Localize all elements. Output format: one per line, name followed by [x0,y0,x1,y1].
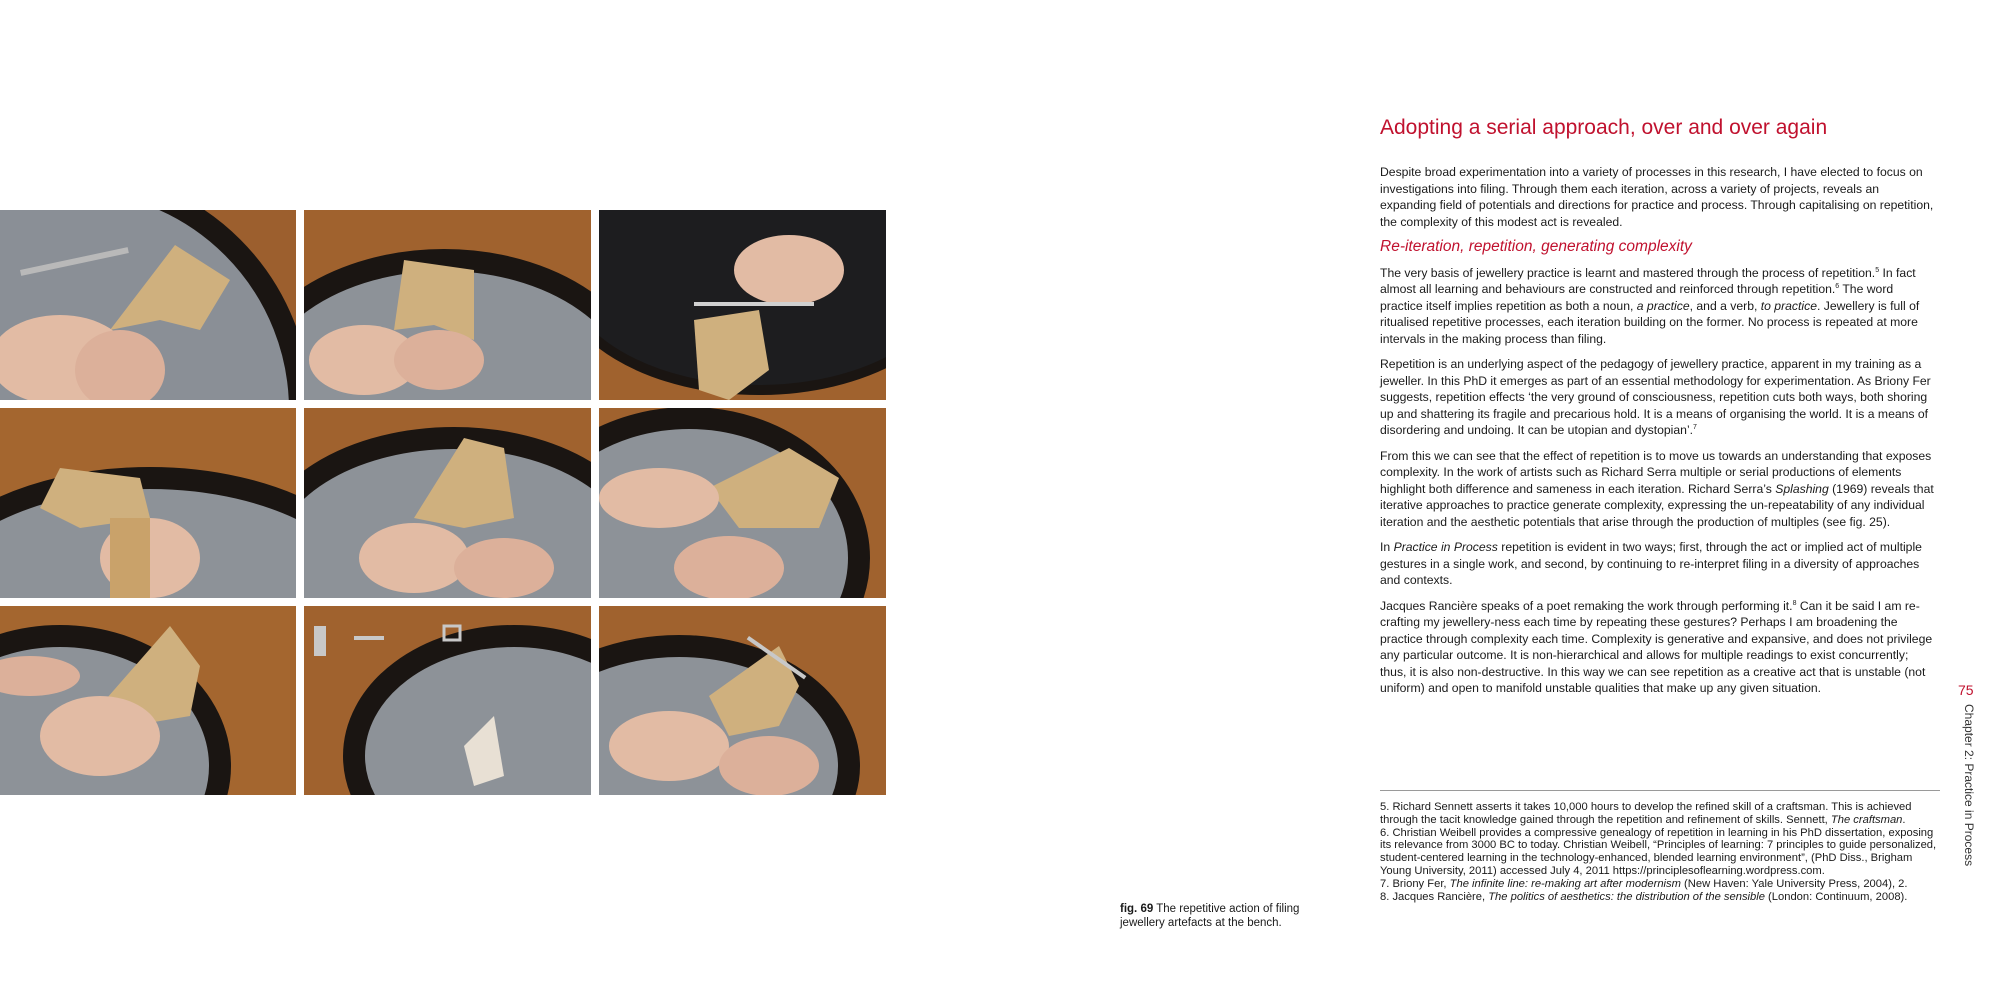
photo-8 [304,606,591,795]
footnote-ref-7: 7 [1693,423,1697,431]
footnotes [1380,801,1945,903]
page-number: 75 [1958,682,1974,698]
footnote-divider [1380,790,1940,791]
footnote-7: 7. Briony Fer, The infinite line: re-making art after modernism (New Haven: Yale University Press, 2004), 2. [1380,877,1908,890]
photo-3 [599,210,886,400]
photo-1 [0,210,296,400]
paragraph-1: The very basis of jewellery practice is learnt and mastered through the process of repetition.$^5$ In fact almost all learning and behaviours are constructed and reinforced through repetition.$^6$ The word practice itself implies repetition as both a noun, a practice, and a verb, to practice. Jewellery is full of ritualised repetitive processes, each iteration building on the former. No process is repeated at more intervals in the making process than filing. [1380,265,1920,346]
photo-9 [599,606,886,795]
paragraph-4: In Practice in Process repetition is evident in two ways; first, through the act or implied act of multiple gestures in a single work, and second, by continuing to re-interpret filing in a diversity of approaches and contexts. [1380,540,1922,587]
figure-caption [1120,902,1320,930]
running-head: Chapter 2: Practice in Process [1962,704,1976,867]
photo-4 [0,408,296,598]
footnote-5: 5. Richard Sennett asserts it takes 10,000 hours to develop the refined skill of a craftsman. This is achieved through the tacit knowledge gained through the repetition and refinement of skills. Sennett, The craftsman. [1380,801,1912,826]
footnote-ref-8: 8 [1792,599,1797,607]
footnote-ref-6: 6 [1835,282,1840,290]
photo-grid [0,210,886,795]
footnote-ref-5: 5 [1875,266,1880,274]
photo-7 [0,606,296,795]
photo-6 [599,408,886,598]
photo-2 [304,210,591,400]
footnote-6: 6. Christian Weibell provides a compressive genealogy of repetition in learning in his PhD dissertation, exposing its relevance from 3000 BC to today. Christian Weibell, “Principles of learning: 7 principles to guide personalized, student-centered learning in the technology-enhanced, blended learning environment”, (PhD Diss., Brigham Young University, 2011) accessed July 4, 2011 https://principlesoflearning.wordpress.com. [1380,826,1937,877]
paragraph-5: Jacques Rancière speaks of a poet remaking the work through performing it.$^8$ Can it be said I am re-crafting my jewellery-ness each time by repeating these gestures? Perhaps I am broadening the practice through complexity each time. Complexity is generative and expansive, and does not privilege any particular outcome. It is non-hierarchical and allows for multiple readings to exist concurrently; thus, it is also non-destructive. In this way we can see repetition as a creative act that is unstable (not uniform) and open to manifold unstable qualities that make up any given situation. [1380,598,1933,695]
page-title: Adopting a serial approach, over and over again [1380,116,1828,139]
paragraph-3: From this we can see that the effect of repetition is to move us towards an understanding that exposes complexity. In the work of artists such as Richard Serra multiple or serial productions of elements highlight both difference and sameness in each iteration. Richard Serra’s Splashing (1969) reveals that iterative approaches to practice generate complexity, expressing the un-repeatability of any individual iteration and the aesthetic potentials that arise through the production of multiples (see fig. 25). [1380,448,1934,529]
photo-5 [304,408,591,598]
intro-paragraph: Despite broad experimentation into a variety of processes in this research, I have elected to focus on investigations into filing. Through them each iteration, across a variety of projects, reveals an expanding field of potentials and directions for practice and process. Through capitalising on repetition, the complexity of this modest act is revealed. [1380,165,1934,229]
section-subheading: Re-iteration, repetition, generating complexity [1380,238,1692,255]
body-text [1380,164,1938,706]
paragraph-2: Repetition is an underlying aspect of the pedagogy of jewellery practice, apparent in my training as a jeweller. In this PhD it emerges as part of an essential methodology for experimentation. As Briony Fer suggests, repetition effects ‘the very ground of consciousness, repetition cuts both ways, both shoring up and shattering its fragile and precarious hold. It is a means of organising the world. It is a means of disordering and undoing. It can be utopian and dystopian’.$^7$ [1380,357,1931,437]
figure-caption-text: The repetitive action of filing jewellery artefacts at the bench. [1120,903,1300,929]
footnote-8: 8. Jacques Rancière, The politics of aesthetics: the distribution of the sensible (London: Continuum, 2008). [1380,890,1908,903]
figure-label: fig. 69 [1120,903,1154,915]
